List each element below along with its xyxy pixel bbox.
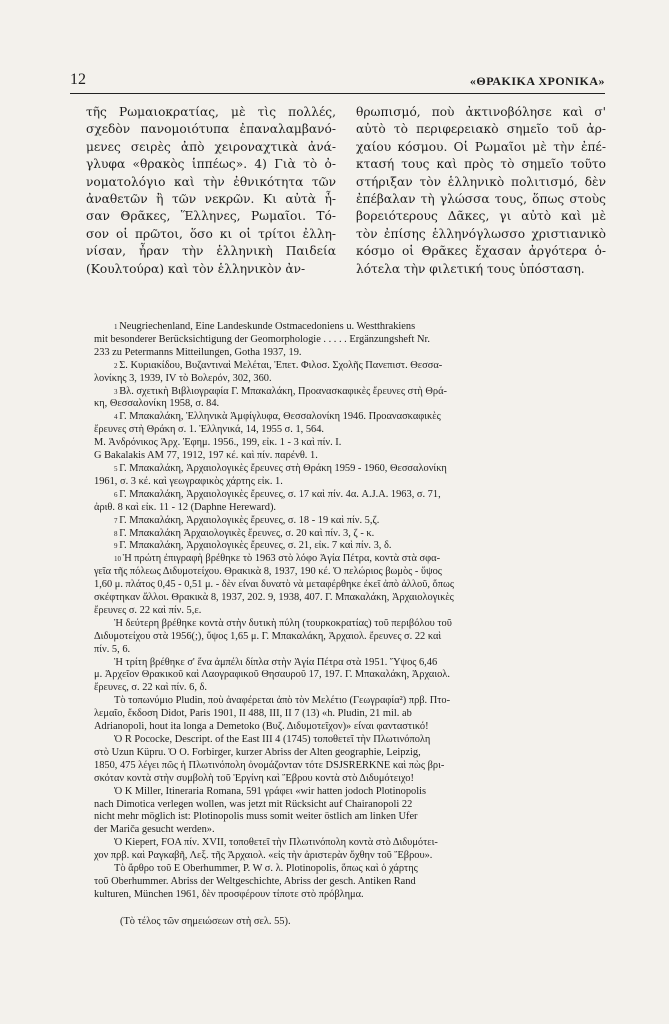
footnote-text: Τὸ τοπωνύμιο Pludin, ποὺ ἀναφέρεται ἀπὸ τὸν Μελέτιο (Γεωγραφία²) πρβ. Πτο- [114, 695, 451, 707]
left-column-line: σαν Θρᾶκες, Ἕλληνες, Ρωμαῖοι. Τό- [86, 209, 336, 224]
footnote-text: σκέφτηκαν ἄλλοι. Θρακικὰ 8, 1937, 202. 9, 1938, 407. Γ. Μπακαλάκη, Ἀρχαιολογικὲς [94, 592, 454, 604]
left-column-line: νίσαν, ἦραν τὴν ἑλληνικὴ Παιδεία [86, 244, 336, 259]
footnote-number: 3 [114, 387, 120, 396]
footnote-line [94, 605, 606, 618]
footnote-line [94, 450, 606, 463]
footnote-line [94, 708, 606, 721]
footnote-line [94, 669, 606, 682]
footnote-line [94, 863, 606, 876]
footnote-line [94, 695, 606, 708]
left-column-line: τῆς Ρωμαιοκρατίας, μὲ τὶς πολλές, [86, 105, 336, 119]
footnote-line [94, 502, 606, 515]
footnote-line [94, 657, 606, 670]
footnote-text: Ὁ R Pococke, Descript. of the East III 4 (1745) τοποθετεῖ τὴν Πλωτινόπολη [114, 734, 431, 745]
right-column-line: κόσμο οἱ Θρᾶκες ἔχασαν ἀργότερα ὁ- [356, 244, 606, 259]
footnote-text: πίν. 5, 6. [94, 643, 131, 655]
footnote-text: Γ. Μπακαλάκη, Ἀρχαιολογικὲς ἔρευνες, σ. 17 καὶ πίν. 4α. A.J.A. 1963, σ. 71, [119, 488, 441, 500]
footnote-line [94, 824, 606, 837]
closing-note: (Τὸ τέλος τῶν σημειώσεων στὴ σελ. 55). [120, 915, 291, 927]
footnote-line [94, 799, 606, 812]
footnote-line [94, 347, 606, 360]
footnote-text: Γ. Μπακαλάκη Ἀρχαιολογικὲς ἔρευνες, σ. 20 καὶ πίν. 3, ζ - κ. [119, 527, 375, 539]
spacer [94, 902, 606, 916]
footnote-line [94, 476, 606, 489]
footnote-line [94, 334, 606, 347]
footnote-text: ἀριθ. 8 καὶ εἰκ. 11 - 12 (Daphne Hereward). [94, 501, 276, 513]
footnote-text: G Bakalakis AM 77, 1912, 197 κέ. καὶ πίν. παρένθ. 1. [94, 450, 318, 462]
footnote-number: 7 [114, 516, 120, 525]
left-column-line: μενες σειρὲς ἀπὸ χειροναχτικὰ ἀνά- [86, 139, 336, 154]
footnote-line [94, 373, 606, 386]
footnote-number: 4 [114, 413, 120, 422]
footnote-line [94, 566, 606, 579]
footnote-line [94, 553, 606, 566]
footnote-text: λεμαῖο, ἔκδοση Didot, Paris 1901, II 488, III, II 7 (13) «h. Pludin, 21 mil. ab [94, 708, 412, 720]
footnote-number: 6 [114, 490, 120, 499]
right-column-line: λότελα τὴν φιλετική τους ὑπόσταση. [356, 261, 585, 276]
footnote-number: 1 [114, 323, 120, 331]
footnote-line [94, 540, 606, 553]
footnote-text: στὸ Uzun Küpru. Ὁ O. Forbirger, kurzer Abriss der Alten geographie, Leipzig, [94, 746, 421, 758]
footnote-line [94, 721, 606, 734]
footnote-line [94, 876, 606, 889]
footnote-number: 10 [114, 555, 123, 564]
footnote-line [94, 644, 606, 657]
footnote-line [94, 489, 606, 502]
footnote-line [94, 760, 606, 773]
footnote-text: ἔρευνες, σ. 22 καὶ πίν. 6, δ. [94, 682, 208, 694]
right-column-line: στήριξαν τὸν ἑλληνικὸ πολιτισμό, δὲν [356, 174, 606, 189]
footnote-text: ἔρευνες στὴ Θράκη σ. 1. Ἑλληνικά, 14, 1955 σ. 1, 564. [94, 424, 325, 436]
footnote-line [94, 515, 606, 528]
footnote-text: 1961, σ. 3 κέ. καὶ γεωγραφικὸς χάρτης εἰκ. 1. [94, 475, 283, 487]
footnote-number: 5 [114, 464, 120, 473]
footnote-line [94, 592, 606, 605]
footnote-line [94, 618, 606, 631]
footnote-text: 1850, 475 λέγει πῶς ἡ Πλωτινόπολη ὀνομάζονταν τότε DSJSRERKNE καὶ πὼς βρι- [94, 759, 445, 771]
footnote-number: 8 [114, 529, 120, 538]
footnote-line [94, 889, 606, 902]
footnote-text: 1,60 μ. πλάτος 0,45 - 0,51 μ. - δὲν εἶναι δυνατὸ νὰ μεταφέρθηκε ἐκεῖ ἀπὸ ἀλλοῦ, ὅπως [94, 579, 454, 591]
footnote-text: Γ. Μπακαλάκη, Ἀρχαιολογικὲς ἔρευνες, σ. 21, εἰκ. 7 καὶ πίν. 3, δ. [119, 540, 392, 552]
footnote-line [94, 773, 606, 786]
footnote-line [94, 579, 606, 592]
running-title: «ΘΡΑΚΙΚΑ ΧΡΟΝΙΚΑ» [469, 74, 605, 88]
left-column [86, 104, 336, 278]
footnote-text: nach Dimotica verlegen wollen, was jetzt mit Rücksicht auf Chairanopoli 22 [94, 798, 413, 810]
footnote-line [94, 386, 606, 399]
right-column-line: χαίου κόσμου. Οἱ Ρωμαῖοι μὲ τὴν ἐπέ- [356, 139, 606, 154]
footnote-text: τοῦ Oberhummer. Abriss der Weltgeschichte, Abriss der gesch. Antiken Rand [94, 875, 416, 887]
footnote-line [94, 463, 606, 476]
footnote-line [94, 837, 606, 850]
footnote-line [94, 811, 606, 824]
footnote-line [94, 850, 606, 863]
page-number: 12 [70, 71, 86, 88]
footnote-text: Ἡ δεύτερη βρέθηκε κοντὰ στὴν δυτικὴ πύλη (τουρκοκρατίας) τοῦ περιβόλου τοῦ [114, 617, 452, 629]
footnote-text: Ἡ τρίτη βρέθηκε σ' ἕνα ἀμπέλι δίπλα στὴν Ἁγία Πέτρα στὰ 1951. Ὕψος 6,46 [114, 656, 438, 668]
footnote-text: Neugriechenland, Eine Landeskunde Ostmacedoniens u. Westthrakiens [119, 321, 416, 332]
footnote-text: Ἡ πρώτη ἐπιγραφὴ βρέθηκε τὸ 1963 στὸ λόφο Ἁγία Πέτρα, κοντὰ στὰ σφα- [122, 553, 441, 565]
footnote-text: χον πρβ. καὶ Ραγκαβῆ, Λεξ. τῆς Ἀρχαιολ. «εἰς τὴν ἀριστερὰν ὄχθην τοῦ Ἕβρου». [94, 850, 433, 862]
footnote-text: κη, Θεσσαλονίκη 1958, σ. 84. [94, 398, 220, 410]
left-column-line: (Κουλτούρα) καὶ τὸν ἑλληνικὸν ἀν- [86, 261, 306, 276]
footnote-line [94, 360, 606, 373]
footnote-text: γεῖα τῆς πόλεως Διδυμοτείχου. Θρακικὰ 8, 1937, 190 κέ. Ὁ πελώριος βωμὸς - ὕψος [94, 566, 442, 578]
footnote-text: Βλ. σχετικὴ Βιβλιογραφία Γ. Μπακαλάκη, Προανασκαφικὲς ἔρευνες στὴ Θρά- [119, 385, 448, 397]
footnote-text: Ὁ K Miller, Itineraria Romana, 591 γράφει «wir hatten jodoch Plotinopolis [114, 785, 427, 797]
footnote-text: Γ. Μπακαλάκη, Ἑλληνικὰ Ἀμφίγλυφα, Θεσσαλονίκη 1946. Προανασκαφικὲς [119, 411, 441, 423]
footnote-text: Γ. Μπακαλάκη, Ἀρχαιολογικὲς ἔρευνες στὴ Θράκη 1959 - 1960, Θεσσαλονίκη [119, 462, 447, 474]
footnote-text: mit besonderer Berücksichtigung der Geomorphologie . . . . . Ergänzungsheft Nr. [94, 333, 430, 345]
right-column-line: ἐπέβαλαν τὴ γλώσσα τους, ὅπως στοὺς [356, 192, 606, 207]
left-column-line: νοματολόγιο καὶ τὴν ἐθνικότητα τῶν [86, 174, 336, 189]
footnote-text: nicht mehr möglich ist: Plotinopolis muss somit weiter östlich am linken Ufer [94, 811, 418, 823]
page-header [70, 71, 605, 94]
footnotes [94, 321, 606, 929]
footnote-number: 9 [114, 542, 120, 551]
footnote-text: ἔρευνες σ. 22 καὶ πίν. 5,ε. [94, 604, 202, 616]
right-column-line: κτασή τους καὶ πρὸς τὸ σημεῖο τοῦτο [356, 157, 606, 172]
footnote-text: der Mariča gesucht werden». [94, 824, 215, 836]
left-column-line: ἀναθετῶν ἢ τῶν νεκρῶν. Κι αὐτὰ ἦ- [86, 192, 336, 207]
left-column-line: σον οἱ πρῶτοι, ὅσο κι οἱ τρίτοι ἐλλη- [86, 226, 336, 241]
footnote-text: Διδυμοτείχου στὰ 1956(;), ὕψος 1,65 μ. Γ. Μπακαλάκη, Ἀρχαιολ. ἔρευνες σ. 22 καὶ [94, 630, 442, 642]
footnote-text: Τὸ ἄρθρο τοῦ E Oberhummer, P. W σ. λ. Plotinopolis, ὅπως καὶ ὁ χάρτης [114, 863, 418, 875]
footnote-line [94, 631, 606, 644]
footnote-text: Μ. Ἀνδρόνικος Ἀρχ. Ἐφημ. 1956., 199, εἰκ. 1 - 3 καὶ πίν. I. [94, 437, 342, 449]
right-column-line: τὸν ἐπίσης ἑλληνόγλωσσο χριστιανικὸ [356, 226, 606, 241]
left-column-line: σχεδὸν πανομοιότυπα ἐπαναλαμβανό- [86, 122, 336, 137]
footnote-line [94, 786, 606, 799]
footnote-text: σκόταν κοντὰ στὴν συμβολὴ τοῦ Ἐργίνη καὶ Ἕβρου κοντὰ στὸ Διδυμότειχο! [94, 772, 414, 784]
footnote-number: 2 [114, 361, 120, 370]
right-column [356, 104, 606, 278]
right-column-line: βορειότερους Δᾶκες, γι αὐτὸ καὶ μὲ [356, 209, 606, 224]
footnote-line [94, 411, 606, 424]
left-column-line: γλυφα «θρακὸς ἱππέως». 4) Γιὰ τὸ ὀ- [86, 157, 336, 172]
footnote-line [94, 424, 606, 437]
footnote-line [94, 747, 606, 760]
right-column-line: αὐτὸ τὸ περιφερειακὸ σημεῖο τοῦ ἀρ- [356, 122, 606, 137]
footnote-text: μ. Ἀρχεῖον Θρακικοῦ καὶ Λαογραφικοῦ Θησαυροῦ 17, 197. Γ. Μπακαλάκη, Ἀρχαιολ. [94, 669, 450, 681]
footnote-line [94, 437, 606, 450]
footnote-text: 233 zu Petermanns Mitteilungen, Gotha 1937, 19. [94, 346, 302, 358]
footnote-line [94, 528, 606, 541]
footnote-line [94, 398, 606, 411]
right-column-line: θρωπισμό, ποὺ ἀκτινοβόλησε καὶ σ' [356, 105, 606, 119]
footnote-line [94, 321, 606, 334]
footnote-text: kulturen, München 1961, δὲν προσφέρουν τίποτε στὸ πρόβλημα. [94, 888, 364, 900]
footnote-text: λονίκης 3, 1939, IV τὸ Βολερόν, 302, 360. [94, 372, 272, 384]
footnote-text: Adrianopoli, hout ita longa a Demetoko (Βυζ. Διδυμοτεῖχον)» εἶναι φανταστικό! [94, 721, 429, 733]
footnote-line [94, 682, 606, 695]
footnote-line [94, 734, 606, 747]
footnote-text: Σ. Κυριακίδου, Βυζαντιναὶ Μελέται, Ἐπετ. Φιλοσ. Σχολῆς Πανεπιστ. Θεσσα- [119, 359, 443, 371]
footnote-text: Γ. Μπακαλάκη, Ἀρχαιολογικὲς ἔρευνες, σ. 18 - 19 καὶ πίν. 5,ζ. [119, 514, 380, 526]
footnote-text: Ὁ Kiepert, FOA πίν. XVII, τοποθετεῖ τὴν Πλωτινόπολη κοντὰ στὸ Διδυμότει- [114, 837, 438, 849]
